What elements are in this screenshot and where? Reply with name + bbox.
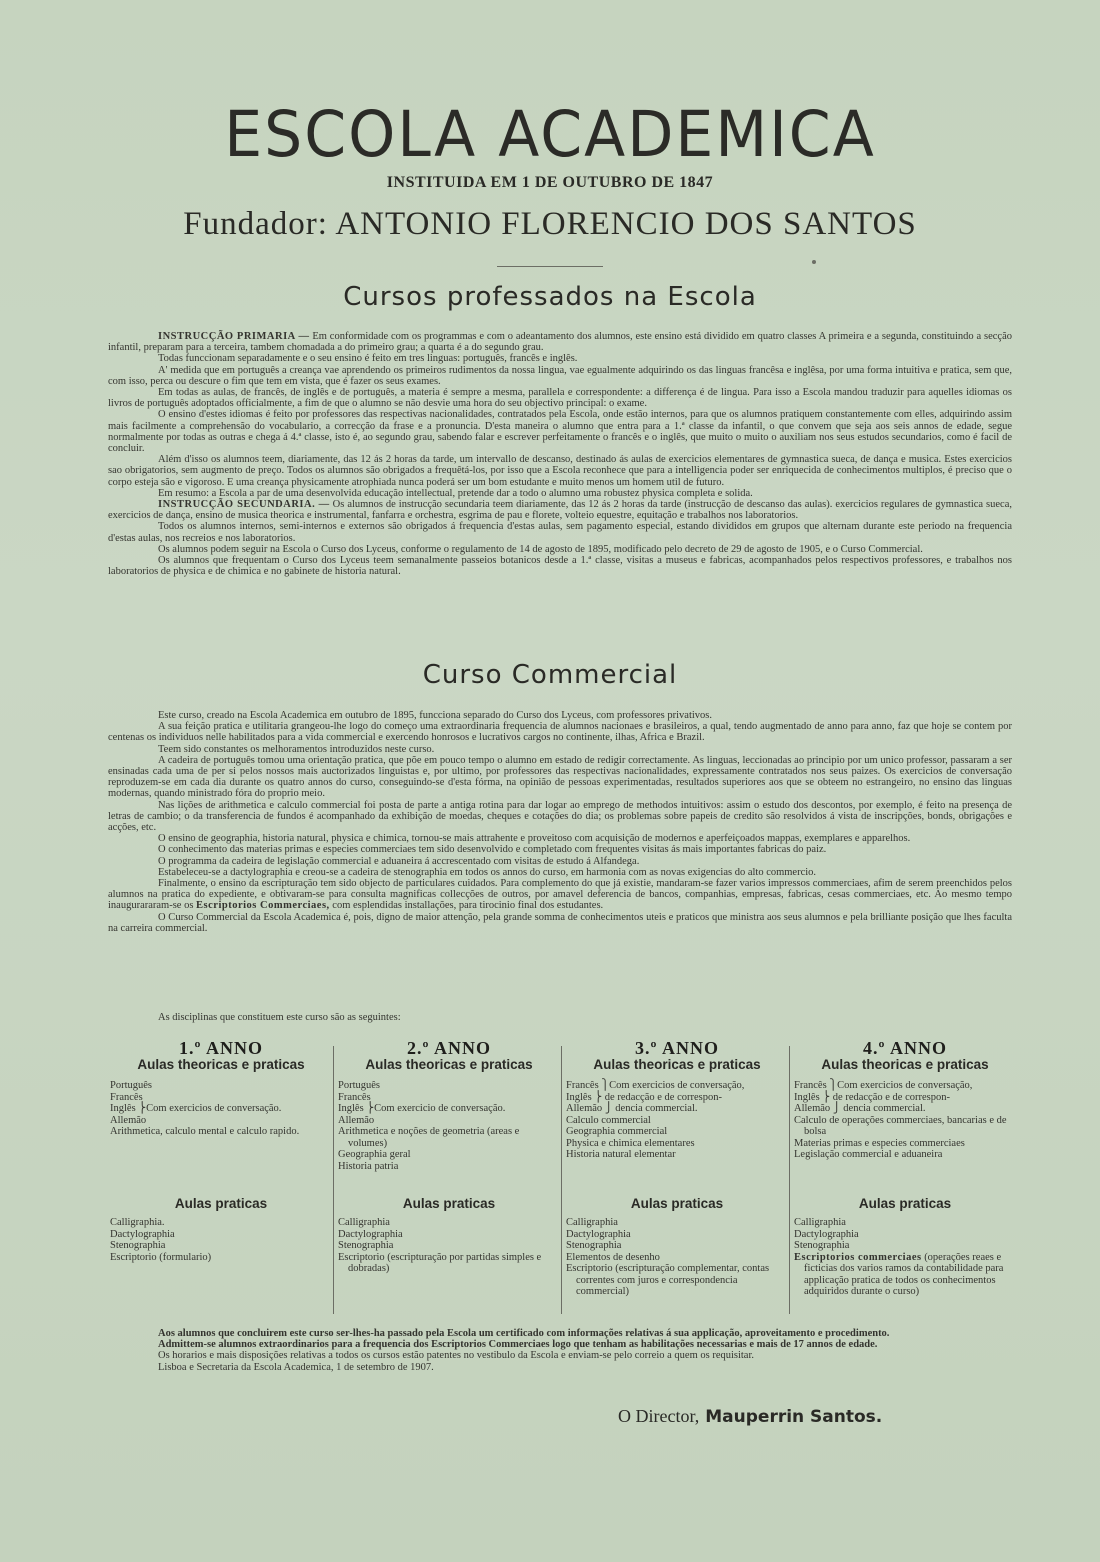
year-title: 1.º ANNO bbox=[179, 1038, 263, 1058]
paragraph: Os alumnos podem seguir na Escola o Curso dos Lyceus, conforme o regulamento de 14 de agosto de 1895, modificado pelo decreto de 29 de agosto de 1905, e o Curso Commercial. bbox=[158, 543, 923, 555]
list-item: Stenographia bbox=[794, 1240, 850, 1251]
paragraph: Nas lições de arithmetica e calculo commercial foi posta de parte a antiga rotina para dar logar ao emprego de methodos intuitivos: assim o estudo dos descontos, por exemplo, é feito na presença de letras de cambio; o da transferencia de fundos é acompanhado da exhibição de moedas, cheques e cotações do dia; os problemas sobre papeis de credito são resolvidos á vista de inscripções, bonds, obrigações e acções, etc. bbox=[108, 799, 1012, 834]
list-item: Calligraphia. bbox=[110, 1217, 165, 1228]
list-item: Stenographia bbox=[338, 1240, 394, 1251]
theory-list bbox=[110, 1080, 332, 1138]
list-item: Inglês ⎬Com exercicio de conversação. bbox=[338, 1103, 506, 1114]
list-item: Português bbox=[338, 1080, 380, 1091]
column-divider bbox=[789, 1046, 790, 1314]
year-column bbox=[110, 1038, 332, 1320]
list-item: Escriptorio (escripturação por partidas simples e dobradas) bbox=[338, 1251, 542, 1274]
theory-heading: Aulas theoricas e praticas bbox=[137, 1056, 305, 1072]
list-item: Allemão bbox=[110, 1114, 147, 1126]
paragraph: Este curso, creado na Escola Academica em outubro de 1895, funcciona separado do Curso dos Lyceus, com professores privativos. bbox=[158, 710, 713, 721]
divider-rule bbox=[497, 266, 603, 267]
year-title: 2.º ANNO bbox=[407, 1038, 491, 1058]
list-item: Stenographia bbox=[566, 1240, 622, 1251]
practice-heading: Aulas praticas bbox=[402, 1196, 496, 1211]
theory-list bbox=[338, 1080, 560, 1172]
practice-list bbox=[566, 1217, 788, 1298]
escriptorios-label: Escriptorios Commerciaes, bbox=[196, 900, 330, 912]
list-item: Dactylographia bbox=[110, 1228, 175, 1240]
list-item: Dactylographia bbox=[566, 1228, 631, 1240]
list-item: Escriptorio (escripturação complementar, contas correntes com juros e correspondencia commercial) bbox=[566, 1263, 770, 1297]
list-item: Escriptorio (formulario) bbox=[110, 1251, 212, 1263]
year-title: 3.º ANNO bbox=[635, 1038, 719, 1058]
paragraph-text: Em conformidade com os programmas e com o adeantamento dos alumnos, este ensino está dividido em quatro classes A primeira e a segunda, constituindo a secção infantil, preparam para a terceira, tambem chomadada a do primeiro grau; a quarta é a do segundo grau. bbox=[108, 331, 1012, 354]
paragraph: Teem sido constantes os melhoramentos introduzidos neste curso. bbox=[158, 743, 435, 755]
paragraph: Estabeleceu-se a dactylographia e creou-se a cadeira de stenographia em todos os annos do curso, em harmonia com as novas exigencias do alto commercio. bbox=[158, 866, 817, 878]
list-item: Arithmetica, calculo mental e calculo rapido. bbox=[110, 1126, 300, 1137]
column-divider bbox=[333, 1046, 334, 1314]
list-item: Inglês ⎬Com exercicios de conversação. bbox=[110, 1103, 282, 1114]
disciplines-intro: As disciplinas que constituem este curso são as seguintes: bbox=[158, 1012, 401, 1023]
list-item: Inglês ⎬ de redacção e de correspon- bbox=[566, 1091, 722, 1103]
paragraph: A sua feição pratica e utilitaria grangeou-lhe logo do começo uma extraordinaria frequencia de alumnos nacionaes e brasileiros, a qual, tendo augmentado de anno para anno, faz que hoje se contem por centenas os individuos nelle habilitados para a vida commercial e exercendo honrosos e lucrativos cargos no continente, ilhas, Africa e Brazil. bbox=[108, 721, 1012, 744]
list-item: Legislação commercial e aduaneira bbox=[794, 1149, 943, 1160]
list-item: Inglês ⎬ de redacção e de correspon- bbox=[794, 1091, 950, 1103]
list-item: Historia natural elementar bbox=[566, 1149, 676, 1160]
list-item: Francês bbox=[338, 1091, 371, 1103]
list-item: Arithmetica e noções de geometria (areas e volumes) bbox=[338, 1126, 520, 1149]
practice-heading: Aulas praticas bbox=[630, 1196, 724, 1211]
list-item: Elementos de desenho bbox=[566, 1251, 660, 1263]
list-item: Materias primas e especies commerciaes bbox=[794, 1137, 965, 1149]
director-label: O Director, bbox=[618, 1406, 700, 1426]
year-column bbox=[338, 1038, 560, 1320]
list-item: Francês ⎫Com exercicios de conversação, bbox=[794, 1080, 973, 1091]
director-signature bbox=[618, 1406, 882, 1427]
paragraph: O ensino de geographia, historia natural, physica e chimica, tornou-se mais attrahente e proveitoso com acquisição de modernos e aperfeiçoados mappas, exemplares e apparelhos. bbox=[158, 833, 911, 845]
footer-note: Lisboa e Secretaria da Escola Academica, 1 de setembro de 1907. bbox=[158, 1361, 434, 1373]
paragraph bbox=[108, 331, 1012, 353]
list-item: Geographia commercial bbox=[566, 1126, 668, 1137]
list-item: Francês bbox=[110, 1091, 143, 1103]
paragraph: Os alumnos que frequentam o Curso dos Lyceus teem semanalmente passeios botanicos desde a 1.ª classe, visitas a museus e fabricas, acompanhados pelos respectivos professores, e trabalhos nos laboratorios de physica e de chimica e no gabinete de historia natural. bbox=[108, 555, 1012, 578]
list-item-text: (operações reaes e ficticias dos varios ramos da contabilidade para applicação pratica de todos os conhecimentos adquiridos durante o curso) bbox=[804, 1251, 1004, 1297]
list-item bbox=[794, 1252, 1016, 1298]
paragraph: O ensino d'estes idiomas é feito por professores das respectivas nacionalidades, contratados pela Escola, onde estão internos, para que os alumnos pratiquem constantemente com elles, adquirindo assim mais facilmente a comprehensão do vocabulario, a correcção da frase e a pronuncia. D'esta maneira o alumno que entra para a 1.ª classe da infantil, o que convem que seja aos seis annos de edade, segue normalmente por todas as outras e chega á 4.ª classe, isto é, ao segundo grau, sabendo falar e escrever perfeitamente o francês e o inglês, que muito o muito o auxiliam nos seus estudos secundarios, como é facil de concluir. bbox=[108, 409, 1012, 455]
list-item: Calligraphia bbox=[794, 1217, 846, 1228]
theory-heading: Aulas theoricas e praticas bbox=[593, 1056, 761, 1072]
paragraph-text: Finalmente, o ensino da escripturação tem sido objecto de particulares cuidados. Para complemento do que já existie, mandaram-se fazer varios impressos commerciaes, afim de serem preenchidos pelos alumnos na pratica do expediente, e obtivaram-se para consulta magnificas collecções de outros, por amavel deferencia de bancos, companhias, empresas, fabricas, cesas commerciaes, etc. Ao mesmo tempo inaugurararam-se os bbox=[108, 878, 1012, 912]
list-item: Calculo de operações commerciaes, bancarias e de bolsa bbox=[794, 1114, 1007, 1137]
ornament-dot bbox=[812, 260, 816, 264]
cursos-section bbox=[108, 331, 1012, 577]
list-item: Allemão ⎭ dencia commercial. bbox=[566, 1103, 698, 1114]
paragraph: Em todas as aulas, de francês, de inglês e de português, a materia é sempre a mesma, parallela e correspondente: a differença é de lingua. Para isso a Escola mandou traduzir para aquelles idiomas os livros de português adoptados officialmente, a fim de que o alumno se não desvie uma hora do seu objectivo principal: o exame. bbox=[108, 387, 1012, 410]
paragraph: Todos os alumnos internos, semi-internos e externos são obrigados á frequencia d'estas aulas, sem pagamento especial, estando divididos em grupos que alternam durante este periodo na frequencia d'estas aulas, nos recreios e nos laboratorios. bbox=[108, 521, 1012, 544]
paragraph: O programma da cadeira de legislação commercial e aduaneira á accrescentado com visitas de estudo á Alfandega. bbox=[158, 855, 640, 867]
poster-title: ESCOLA ACADEMICA bbox=[224, 98, 876, 172]
footer-note: Admittem-se alumnos extraordinarios para a frequencia dos Escriptorios Commerciaes logo que tenham as habilitações necessarias e mais de 17 annos de edade. bbox=[158, 1339, 878, 1351]
list-item: Allemão ⎭ dencia commercial. bbox=[794, 1103, 926, 1114]
director-name: Mauperrin Santos. bbox=[705, 1407, 883, 1427]
paragraph: O conhecimento das materias primas e especies commerciaes tem sido desenvolvido e completado com frequentes visitas ás mais importantes fabricas do paiz. bbox=[158, 844, 827, 856]
paragraph bbox=[108, 499, 1012, 521]
commercial-section bbox=[108, 710, 1012, 934]
practice-heading: Aulas praticas bbox=[174, 1196, 268, 1211]
list-item: Dactylographia bbox=[338, 1228, 403, 1240]
theory-list bbox=[566, 1080, 788, 1161]
primaria-label: INSTRUCÇÃO PRIMARIA — bbox=[158, 331, 310, 342]
paragraph: Além d'isso os alumnos teem, diariamente, das 12 ás 2 horas da tarde, um intervallo de descanso, destinado ás aulas de exercicios elementares de gymnastica sueca, de dança e musica. Estes exercicios sao obrigatorios, sem augmento de preço. Todos os alumnos são obrigados a frequêtá-los, por isso que a Escola reconhece que para a intelligencia poder ser enriquecida de conhecimentos multiplos, é preciso que o corpo esteja são e vigoroso. E uma creança physicamente atrophiada nunca poderá ser um bom estudante e muito menos um homem util de futuro. bbox=[108, 454, 1012, 488]
commercial-heading: Curso Commercial bbox=[422, 660, 678, 690]
escriptorios-label: Escriptorios commerciaes bbox=[794, 1251, 922, 1263]
paragraph bbox=[108, 878, 1012, 912]
paragraph: A cadeira de português tomou uma orientação pratica, que põe em pouco tempo o alumno em estado de redigir correctamente. As linguas, leccionadas ao principio por um unico professor, passaram a ser ensinadas cada uma de per si pelos nossos mais auctorizados linguistas e, por ultimo, por professores das respectivas nacionalidades, expressamente contratados nos seus paizes. Os exercicios de conversação reproduzem-se em cada dia durante os quatro annos do curso, conseguindo-se d'esta fórma, na opinião de pessoas experimentadas, resultados superiores aos que se obteem no estrangeiro, no ensino das linguas modernas, quando ministrado fóra do proprio meio. bbox=[108, 754, 1012, 800]
paragraph-text: Os alumnos de instrucção secundaria teem diariamente, das 12 ás 2 horas da tarde (instrucção de descanso das aulas). exercicios regulares de gymnastica sueca, exercicios de dança, ensino de musica theorica e instrumental, fanfarra e orchestra, esgrima de pau e florete, volteio equestre, equitação e trabalhos nos laboratorios. bbox=[108, 499, 1012, 522]
list-item: Calligraphia bbox=[566, 1217, 618, 1228]
list-item: Francês ⎫Com exercicios de conversação, bbox=[566, 1080, 745, 1091]
list-item: Historia patria bbox=[338, 1160, 399, 1172]
list-item: Physica e chimica elementares bbox=[566, 1137, 695, 1149]
practice-heading: Aulas praticas bbox=[858, 1196, 952, 1211]
list-item: Português bbox=[110, 1080, 152, 1091]
paragraph: A' medida que em português a creança vae aprendendo os primeiros rudimentos da nossa lingua, vae egualmente adquirindo os das linguas francêsa e inglêsa, por uma forma intuitiva e pratica, sem que, com isso, perca ou descure o fim que tem em vista, que é fazer os seus exames. bbox=[108, 364, 1012, 387]
practice-list bbox=[110, 1217, 332, 1263]
practice-list bbox=[794, 1217, 1016, 1298]
theory-heading: Aulas theoricas e praticas bbox=[821, 1056, 989, 1072]
paragraph: Todas funccionam separadamente e o seu ensino é feito em tres linguas: português, francês e inglês. bbox=[158, 353, 578, 365]
practice-list bbox=[338, 1217, 560, 1275]
theory-heading: Aulas theoricas e praticas bbox=[365, 1056, 533, 1072]
paragraph-text: com esplendidas installações, para tirocinio final dos estudantes. bbox=[332, 900, 604, 912]
paragraph: O Curso Commercial da Escola Academica é, pois, digno de maior attenção, pela grande somma de conhecimentos uteis e praticos que ministra aos seus alumnos e pela brilliante posição que lhes faculta na carreira commercial. bbox=[108, 911, 1012, 934]
secundaria-label: INSTRUCÇÃO SECUNDARIA. — bbox=[158, 499, 330, 511]
list-item: Dactylographia bbox=[794, 1228, 859, 1240]
footer-notes bbox=[108, 1328, 1012, 1373]
list-item: Calculo commercial bbox=[566, 1114, 651, 1126]
list-item: Calligraphia bbox=[338, 1217, 390, 1228]
theory-list bbox=[794, 1080, 1016, 1161]
founder-line: Fundador: ANTONIO FLORENCIO DOS SANTOS bbox=[183, 206, 917, 242]
list-item: Geographia geral bbox=[338, 1149, 411, 1160]
list-item: Allemão bbox=[338, 1114, 375, 1126]
cursos-heading: Cursos professados na Escola bbox=[343, 282, 757, 312]
year-title: 4.º ANNO bbox=[863, 1038, 947, 1058]
poster-subtitle: INSTITUIDA EM 1 DE OUTUBRO DE 1847 bbox=[386, 174, 714, 191]
paragraph: Em resumo: a Escola a par de uma desenvolvida educação intellectual, pretende dar a todo o alumno uma robustez physica completa e solida. bbox=[158, 487, 753, 499]
column-divider bbox=[561, 1046, 562, 1314]
footer-note: Aos alumnos que concluirem este curso ser-lhes-ha passado pela Escola um certificado com informações relativas á sua applicação, aproveitamento e procedimento. bbox=[158, 1328, 890, 1339]
footer-note: Os horarios e mais disposições relativas a todos os cursos estão patentes no vestibulo da Escola e enviam-se pelo correio a quem os requisitar. bbox=[158, 1350, 755, 1362]
list-item: Stenographia bbox=[110, 1240, 166, 1251]
